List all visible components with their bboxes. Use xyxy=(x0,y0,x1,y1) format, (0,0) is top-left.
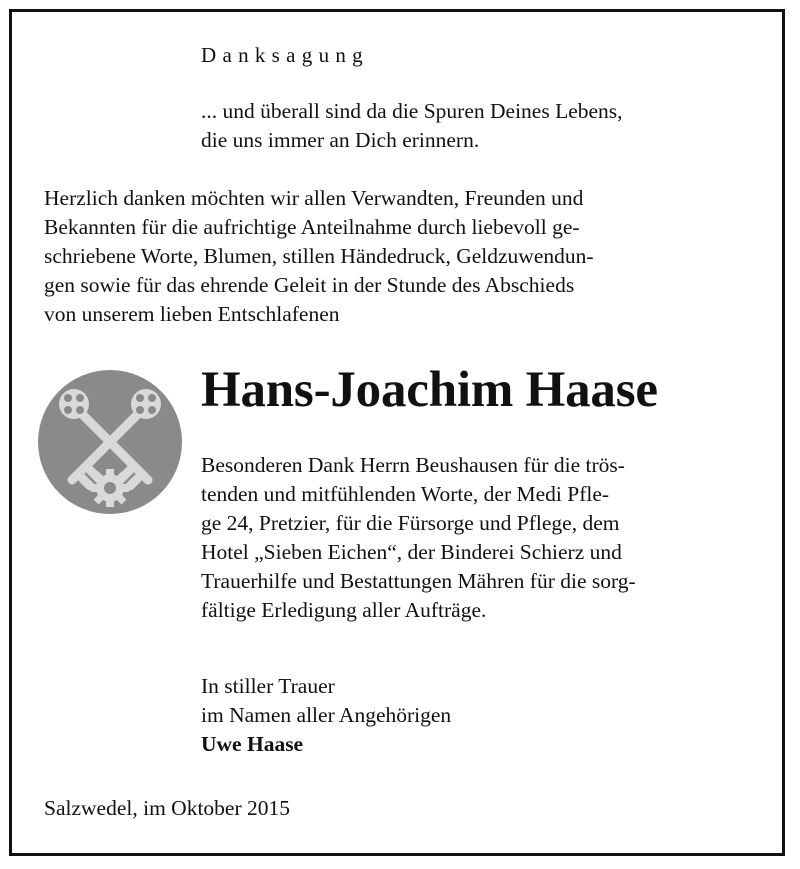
memorial-quote xyxy=(201,97,623,155)
thanks-line: tenden und mitfühlenden Worte, der Medi Pfle- xyxy=(201,482,610,506)
quote-line: die uns immer an Dich erinnern. xyxy=(201,128,480,152)
crossed-keys-emblem-icon xyxy=(38,370,182,514)
signer-name: Uwe Haase xyxy=(201,732,304,756)
notice-heading: Danksagung xyxy=(201,43,369,67)
mourning-line: In stiller Trauer xyxy=(201,674,335,698)
mourning-signature xyxy=(201,672,451,759)
intro-line: Bekannten für die aufrichtige Anteilnahme durch liebevoll ge- xyxy=(44,215,580,239)
deceased-name: Hans-Joachim Haase xyxy=(201,362,658,418)
quote-line: ... und überall sind da die Spuren Deines Lebens, xyxy=(201,99,623,123)
mourning-line: im Namen aller Angehörigen xyxy=(201,703,452,727)
thanks-line: fältige Erledigung aller Aufträge. xyxy=(201,598,487,622)
intro-paragraph xyxy=(44,184,594,329)
thanks-line: ge 24, Pretzier, für die Fürsorge und Pflege, dem xyxy=(201,511,620,535)
thanks-line: Hotel „Sieben Eichen“, der Binderei Schierz und xyxy=(201,540,622,564)
thanks-line: Trauerhilfe und Bestattungen Mähren für die sorg- xyxy=(201,569,636,593)
special-thanks-paragraph xyxy=(201,451,636,625)
intro-line: von unserem lieben Entschlafenen xyxy=(44,302,340,326)
intro-line: gen sowie für das ehrende Geleit in der Stunde des Abschieds xyxy=(44,273,575,297)
thanks-line: Besonderen Dank Herrn Beushausen für die trös- xyxy=(201,453,625,477)
place-date: Salzwedel, im Oktober 2015 xyxy=(44,796,291,820)
intro-line: schriebene Worte, Blumen, stillen Händedruck, Geldzuwendun- xyxy=(44,244,594,268)
intro-line: Herzlich danken möchten wir allen Verwandten, Freunden und xyxy=(44,186,584,210)
